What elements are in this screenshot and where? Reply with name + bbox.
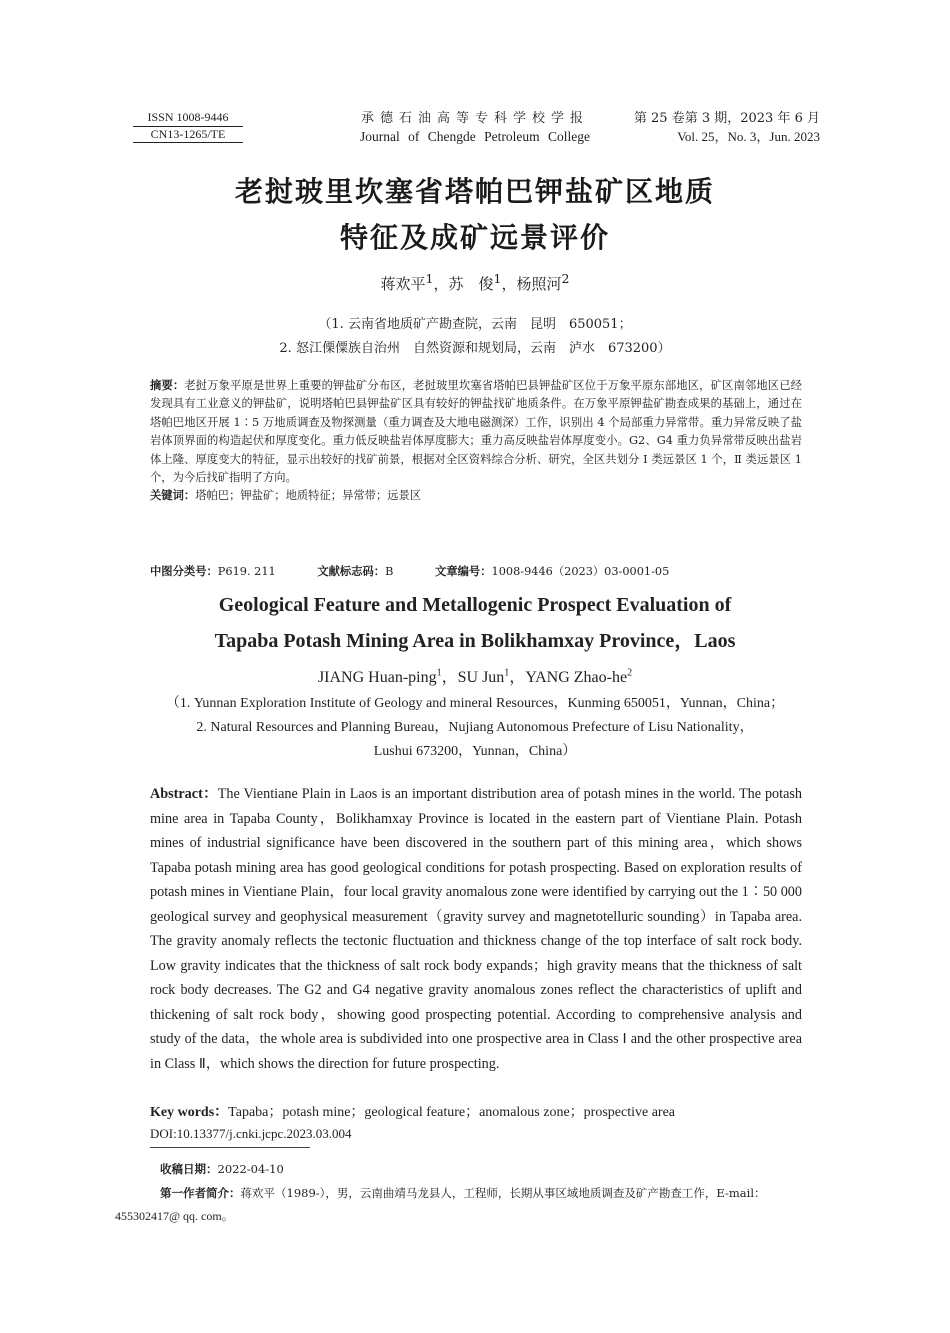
author-cn-1: 蒋欢平 (380, 275, 426, 293)
author-cn-3-sup: 2 (561, 271, 570, 286)
abstract-en-label: Abstract (150, 786, 203, 802)
author-en-2-sup: 1 (504, 667, 510, 679)
title-cn-line2: 特征及成矿远景评价 (339, 221, 610, 254)
author-cn-1-sup: 1 (425, 271, 434, 286)
affiliation-cn-1: （1. 云南省地质矿产勘查院，云南 昆明 650051； (318, 317, 632, 332)
doc-code: 文献标志码：B (317, 565, 394, 578)
affiliation-en-2: 2. Natural Resources and Planning Bureau，Nujiang Autonomous Prefecture of Lisu Nationality， (196, 720, 754, 735)
author-cn-2: 苏 俊 (448, 275, 494, 293)
affiliation-en-3: Lushui 673200，Yunnan，China） (373, 744, 577, 759)
clc: 中图分类号：P619. 211 (150, 565, 276, 578)
journal-name-cn: 承德石油高等专科学校学报 (360, 111, 589, 126)
authors-en: JIANG Huan-ping$^1$，SU Jun$^1$，YANG Zhao-$he^2$ (317, 667, 633, 686)
author-bio (160, 1184, 820, 1202)
doi: DOI:10.13377/j.cnki.jcpc.2023.03.004 (150, 1126, 352, 1141)
author-en-3-sup: 2 (627, 667, 633, 679)
cn-number: CN13-1265/TE (133, 126, 243, 143)
author-en-1: JIANG Huan-ping (317, 669, 437, 686)
keywords-en-text: Tapaba；potash mine；geological feature；anomalous zone；prospective area (228, 1105, 676, 1120)
article-number: 文章编号：1008-9446（2023）03-0001-05 (435, 565, 670, 578)
authors-cn: 蒋欢平$^1$，苏 俊$^1$，杨照河$^2$ (380, 271, 570, 293)
author-cn-3: 杨照河 (516, 275, 562, 293)
classification-line (150, 563, 800, 579)
abstract-cn-text: 老挝万象平原是世界上重要的钾盐矿分布区，老挝玻里坎塞省塔帕巴县钾盐矿区位于万象平原东部地区，矿区南邻地区已经发现具有工业意义的钾盐矿，说明塔帕巴县钾盐矿区具有较好的钾盐找矿地质条件。在万象平原钾盐矿勘查成果的基础上，通过在塔帕巴地区开展 1∶5 万地质调查及物探测量（重力调查及大地电磁测深）工作，识别出 4 个局部重力异常带。重力异常反映了盐岩体顶界面的构造起伏和厚度变化。重力低反映盐岩体厚度膨大；重力高反映盐岩体厚度变小。G2、G4 重力负异常带反映出盐岩体上隆、厚度变大的特征，显示出较好的找矿前景，根据对全区资料综合分析、研究，全区共划分 Ⅰ 类远景区 1 个，Ⅱ 类远景区 1 个，为今后找矿指明了方向。 (150, 379, 802, 485)
keywords-en-label: Key words (150, 1105, 215, 1120)
abstract-en-text: The Vientiane Plain in Laos is an important distribution area of potash mines in the world. The potash mine area in Tapaba County，Bolikhamxay Province is located in the eastern part of Vientiane Plain. Potash mines of industrial significance have been discovered in the southern part of this mining area，which shows Tapaba potash mining area has good geological conditions for potash prospecting. Based on exploration results of potash mines in Vientiane Plain，four local gravity anomalous zone were identified by carrying out the 1∶50 000 geological survey and geophysical measurement（gravity survey and magnetotelluric sounding）in Tapaba area. The gravity anomaly reflects the tectonic fluctuation and thickness change of the top interface of salt rock body. Low gravity indicates that the thickness of salt rock body expands；high gravity means that the thickness of salt rock body decreases. The G2 and G4 negative gravity anomalous zones reflect the characteristics of uplift and thickening of salt rock body，showing good prospecting potential. According to comprehensive analysis and study of the data，the whole area is subdivided into one prospective area in Class Ⅰ and the other prospective area in Class Ⅱ，which shows the direction for future prospecting. (150, 786, 802, 1072)
keywords-cn (150, 487, 802, 505)
author-en-3: YANG Zhao-he (525, 669, 628, 686)
author-bio-label: 第一作者简介： (160, 1186, 241, 1200)
affiliation-cn-2: 2. 怒江傈僳族自治州 自然资源和规划局，云南 泸水 673200） (279, 341, 671, 356)
received-date (160, 1160, 820, 1178)
author-email: 455302417@ qq. com。 (115, 1209, 234, 1223)
keywords-cn-text: 塔帕巴；钾盐矿；地质特征；异常带；远景区 (195, 489, 422, 503)
author-en-2: SU Jun (457, 669, 505, 686)
issn: ISSN 1008-9446 (147, 110, 229, 124)
footnote-divider (150, 1147, 310, 1148)
author-bio-text: 蒋欢平（1989-），男，云南曲靖马龙县人，工程师，长期从事区域地质调查及矿产勘查工作，E-mail： (240, 1186, 766, 1200)
author-en-1-sup: 1 (436, 667, 442, 679)
abstract-en: Abstract：The Vientiane Plain in Laos is an important distribution area of potash mines in the world. The potash mine area in Tapaba County，Bolikhamxay Province is located in the eastern part of Vientiane Plain. Potash mines of industrial significance have been discovered in the southern part of this mining area，which shows Tapaba potash mining area has good geological conditions for potash prospecting. Based on exploration results of potash mines in Vientiane Plain，four local gravity anomalous zone were identified by carrying out the 1∶50 000 geological survey and geophysical measurement（gravity survey and magnetotelluric sounding）in Tapaba area. The gravity anomaly reflects the tectonic fluctuation and thickness change of the top interface of salt rock body. Low gravity indicates that the thickness of salt rock body expands；high gravity means that the thickness of salt rock body decreases. The G2 and G4 negative gravity anomalous zones reflect the characteristics of uplift and thickening of salt rock body，showing good prospecting potential. According to comprehensive analysis and study of the data，the whole area is subdivided into one prospective area in Class Ⅰ and the other prospective area in Class Ⅱ，which shows the direction for future prospecting. (150, 786, 802, 1072)
title-cn-line1: 老挝玻里坎塞省塔帕巴钾盐矿区地质 (234, 175, 715, 208)
received-label: 收稿日期： (160, 1162, 218, 1176)
keywords-cn-label: 关键词： (150, 489, 196, 503)
title-en-line1: Geological Feature and Metallogenic Prospect Evaluation of (218, 594, 732, 616)
issue-en: Vol. 25，No. 3，Jun. 2023 (677, 129, 820, 144)
issue-info (600, 110, 820, 146)
affiliation-en-1: （1. Yunnan Exploration Institute of Geology and mineral Resources，Kunming 650051，Yunnan，China； (165, 696, 785, 711)
issue-cn: 第 25 卷第 3 期，2023 年 6 月 (633, 111, 820, 126)
received-value: 2022-04-10 (217, 1162, 284, 1176)
journal-identifiers (133, 110, 243, 143)
author-cn-2-sup: 1 (493, 271, 502, 286)
journal-name-en: Journal of Chengde Petroleum College (360, 129, 590, 144)
title-en-line2: Tapaba Potash Mining Area in Bolikhamxay Province，Laos (214, 630, 736, 652)
abstract-cn (150, 377, 802, 506)
abstract-cn-label: 摘要： (150, 379, 185, 392)
keywords-en: Key words：Tapaba；potash mine；geological feature；anomalous zone；prospective area (150, 1105, 676, 1120)
